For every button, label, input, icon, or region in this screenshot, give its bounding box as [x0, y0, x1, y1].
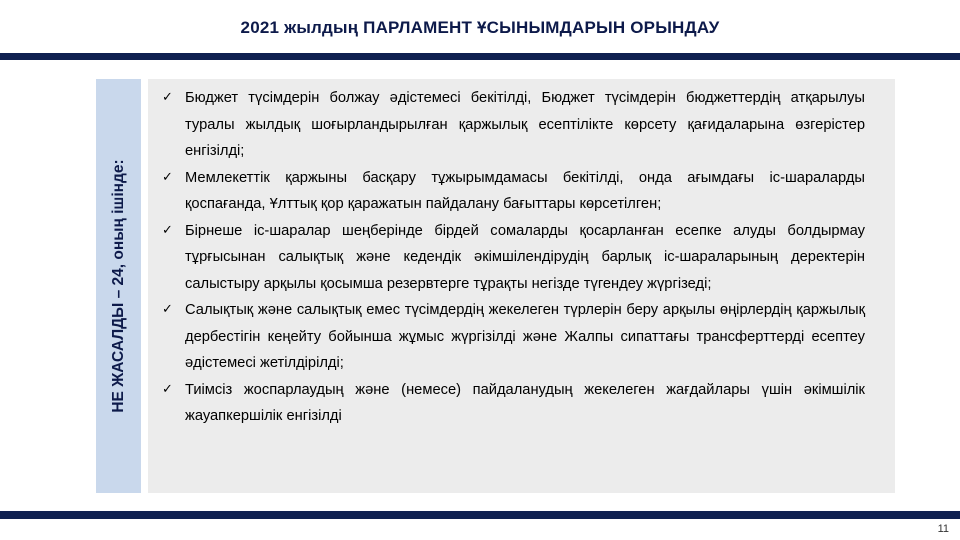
check-icon: ✓: [162, 90, 173, 105]
list-item-text: Мемлекеттік қаржыны басқару тұжырымдамасы бекітілді, онда ағымдағы іс-шараларды қоспағанда, Ұлттық қор қаражатын пайдалану бағыттары көрсетілген;: [185, 169, 865, 212]
list-item: [162, 297, 865, 377]
achievements-list: [148, 79, 895, 430]
side-label: НЕ ЖАСАЛДЫ – 24, оның ішінде:: [109, 159, 127, 413]
side-label-box: [96, 79, 141, 493]
list-item: [162, 165, 865, 218]
page-number: 11: [937, 523, 949, 535]
list-item-text: Салықтық және салықтық емес түсімдердің жекелеген түрлерін беру арқылы өңірлердің қаржылық дербестігін кеңейту бойынша жұмыс жүргізілді және Жалпы сипаттағы трансферттерді есептеу әдістемесі жетілдірілді;: [185, 302, 865, 371]
list-item-text: Бірнеше іс-шаралар шеңберінде бірдей сомаларды қосарланған есепке алуды болдырмау тұрғысынан салықтық және кедендік әкімшілендірудің барлық іс-шараларының деректерін салыстыру арқылы қосымша резервтерге тұрақты негізде түгендеу жүргізеді;: [185, 222, 865, 292]
bottom-divider: [0, 511, 960, 519]
content-box: [148, 79, 895, 493]
list-item: [162, 377, 865, 430]
check-icon: ✓: [162, 222, 173, 238]
list-item-text: Бюджет түсімдерін болжау әдістемесі бекітілді, Бюджет түсімдерін бюджеттердің атқарылуы туралы жылдық шоғырландырылған қаржылық есептілікте көрсету қағидаларына өзгерістер енгізілді;: [185, 90, 865, 159]
slide-title: 2021 жылдың ПАРЛАМЕНТ ҰСЫНЫМДАРЫН ОРЫНДАУ: [240, 18, 720, 37]
check-icon: ✓: [162, 381, 173, 397]
check-icon: ✓: [162, 169, 173, 185]
list-item: [162, 218, 865, 298]
list-item: [162, 85, 865, 165]
list-item-text: Тиімсіз жоспарлаудың және (немесе) пайдаланудың жекелеген жағдайлары үшін әкімшілік жауапкершілік енгізілді: [185, 381, 865, 424]
check-icon: ✓: [162, 302, 173, 317]
top-divider: [0, 53, 960, 60]
